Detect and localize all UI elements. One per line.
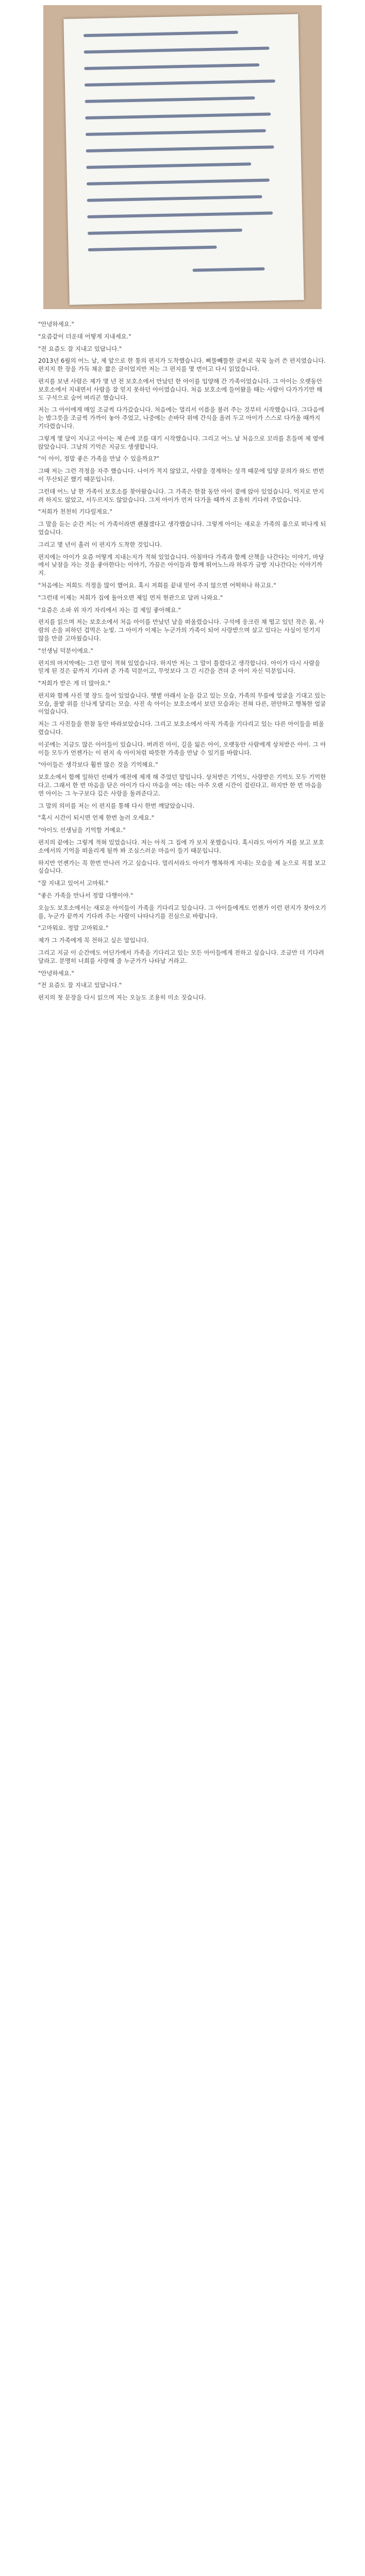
article-paragraph: 편지의 끝에는 그렇게 적혀 있었습니다. 저는 아직 그 집에 가 보지 못했습니다. 혹시라도 아이가 저를 보고 보호소에서의 기억을 떠올리게 될까 봐 조심스러운 마음이 들기 때문입니다. — [38, 839, 324, 854]
article-paragraph: "아이도 선생님을 기억할 거예요." — [38, 826, 126, 834]
letter-paper — [63, 14, 304, 304]
article-paragraph: 그리고 몇 년이 흘러 이 편지가 도착한 것입니다. — [38, 540, 162, 548]
handwriting-line — [87, 195, 262, 202]
article-paragraph: "이 아이, 정말 좋은 가족을 만날 수 있을까요?" — [38, 455, 159, 463]
article-paragraph: 오늘도 보호소에서는 새로운 아이들이 가족을 기다리고 있습니다. 그 아이들에게도 언젠가 이런 편지가 찾아오기를, 누군가 끝까지 기다려 주는 사람이 나타나기를 진심으로 바랍니다. — [38, 904, 326, 920]
article-paragraph: 저는 그 아이에게 매일 조금씩 다가갔습니다. 처음에는 멀리서 이름을 불러 주는 것부터 시작했습니다. 그다음에는 밥그릇을 조금씩 가까이 놓아 주었고, 나중에는 손바닥 위에 간식을 올려 두고 아이가 스스로 다가올 때까지 기다렸습니다. — [38, 406, 324, 430]
article-paragraph: 편지와 함께 사진 몇 장도 들어 있었습니다. 햇볕 아래서 눈을 감고 있는 모습, 가족의 무릎에 얼굴을 기대고 있는 모습, 풀밭 위를 신나게 달리는 모습. 사진 속 아이는 보호소에서 보던 모습과는 전혀 다른, 편안하고 행복한 얼굴이었습니다. — [38, 691, 326, 716]
handwriting-line — [84, 31, 238, 37]
article-body — [38, 320, 327, 2576]
article-paragraph: 그리고 지금 이 순간에도 어딘가에서 가족을 기다리고 있는 모든 아이들에게 전하고 싶습니다. 조금만 더 기다려 달라고. 분명히 너희를 사랑해 줄 누군가가 나타날 거라고. — [38, 949, 324, 964]
article-paragraph: 편지에는 아이가 요즘 어떻게 지내는지가 적혀 있었습니다. 아침마다 가족과 함께 산책을 나간다는 이야기, 마당에서 낮잠을 자는 것을 좋아한다는 이야기, 가끔은 아이들과 함께 뛰어노느라 하루가 금방 지나간다는 이야기까지. — [38, 553, 324, 577]
article-paragraph: "저희가 받은 게 더 많아요." — [38, 680, 110, 687]
handwriting-line — [88, 229, 242, 235]
article-paragraph: 그 말을 듣는 순간 저는 이 가족이라면 괜찮겠다고 생각했습니다. 그렇게 아이는 새로운 가족의 품으로 떠나게 되었습니다. — [38, 520, 326, 536]
article-paragraph: 그런데 어느 날 한 가족이 보호소를 찾아왔습니다. 그 가족은 한참 동안 아이 곁에 앉아 있었습니다. 억지로 만지려 하지도 않았고, 서두르지도 않았습니다. 그저 아이가 먼저 다가올 때까지 조용히 기다려 주었습니다. — [38, 487, 324, 503]
handwriting-signature — [192, 267, 264, 272]
handwriting-line — [88, 246, 217, 251]
article-paragraph: "전 요즘도 잘 지내고 있답니다." — [38, 981, 122, 989]
article-paragraph: 2013년 6월의 어느 날, 제 앞으로 한 통의 편지가 도착했습니다. 삐뚤빼뚤한 글씨로 꾹꾹 눌러 쓴 편지였습니다. 편지지 한 장을 가득 채운 짧은 글이었지만 저는 그 편지를 몇 번이고 다시 읽었습니다. — [38, 357, 326, 373]
article-paragraph: "좋은 가족을 만나서 정말 다행이야." — [38, 892, 134, 900]
article-paragraph: "저희가 천천히 기다릴게요." — [38, 508, 112, 516]
handwriting-line — [84, 63, 259, 70]
handwriting-line — [87, 211, 273, 218]
handwriting-line — [86, 145, 274, 152]
article-paragraph: "요즘은 소파 위 자기 자리에서 자는 걸 제일 좋아해요." — [38, 606, 181, 614]
article-paragraph: 편지를 보낸 사람은 제가 몇 년 전 보호소에서 만났던 한 아이를 입양해 간 가족이었습니다. 그 아이는 오랫동안 보호소에서 지내면서 사람을 잘 믿지 못하던 아이였습니다. 처음 보호소에 들어왔을 때는 사람이 다가가기만 해도 구석으로 숨어 버리곤 했습니다. — [38, 377, 323, 401]
article-paragraph: 이곳에는 지금도 많은 아이들이 있습니다. 버려진 아이, 길을 잃은 아이, 오랫동안 사람에게 상처받은 아이. 그 아이들 모두가 언젠가는 이 편지 속 아이처럼 따뜻한 가족을 만날 수 있기를 바랍니다. — [38, 740, 326, 756]
article-paragraph: 그렇게 몇 달이 지나고 아이는 제 손에 코를 대기 시작했습니다. 그리고 어느 날 처음으로 꼬리를 흔들며 제 옆에 앉았습니다. 그날의 기억은 지금도 생생합니다. — [38, 434, 324, 450]
article-paragraph: "안녕하세요." — [38, 969, 74, 977]
article-paragraph: "그런데 이제는 저희가 집에 돌아오면 제일 먼저 현관으로 달려 나와요." — [38, 594, 223, 601]
article-paragraph: 편지를 읽으며 저는 보호소에서 처음 아이를 만났던 날을 떠올렸습니다. 구석에 웅크린 채 떨고 있던 작은 몸, 사람의 손을 피하던 겁먹은 눈빛. 그 아이가 이제는 누군가의 가족이 되어 사랑받으며 살고 있다는 사실이 믿기지 않을 만큼 고마웠습니다. — [38, 618, 324, 642]
handwriting-line — [86, 162, 251, 169]
article-paragraph: "처음에는 저희도 걱정을 많이 했어요. 혹시 저희를 끝내 믿어 주지 않으면 어떡하나 하고요." — [38, 581, 276, 589]
handwriting-line — [87, 179, 270, 185]
article-paragraph: "혹시 시간이 되시면 언제 한번 놀러 오세요." — [38, 814, 155, 822]
handwriting-line — [84, 46, 270, 54]
handwriting-line — [85, 112, 271, 120]
article-paragraph: 편지의 마지막에는 그런 말이 적혀 있었습니다. 하지만 저는 그 말이 틀렸다고 생각합니다. 아이가 다시 사람을 믿게 된 것은 끝까지 기다려 준 가족 덕분이고, 무엇보다 그 긴 시간을 견뎌 준 아이 자신 덕분입니다. — [38, 659, 321, 675]
article-paragraph: "아이들은 생각보다 훨씬 많은 것을 기억해요." — [38, 761, 158, 769]
article-paragraph: 보호소에서 함께 일하던 선배가 예전에 제게 해 주었던 말입니다. 상처받은 기억도, 사랑받은 기억도 모두 기억한다고. 그래서 한 번 마음을 닫은 아이가 다시 마음을 여는 데는 아주 오랜 시간이 걸린다고. 하지만 한 번 마음을 연 아이는 그 누구보다 깊은 사랑을 돌려준다고. — [38, 773, 326, 797]
article-paragraph: "전 요즘도 잘 지내고 있답니다." — [38, 345, 122, 352]
article-paragraph: 저는 그 사진들을 한참 동안 바라보았습니다. 그리고 보호소에서 아직 가족을 기다리고 있는 다른 아이들을 떠올렸습니다. — [38, 720, 324, 736]
handwriting-line — [85, 96, 255, 103]
handwriting-line — [86, 129, 266, 136]
article-paragraph: "잘 지내고 있어서 고마워." — [38, 879, 109, 887]
handwritten-letter-photo — [43, 5, 322, 309]
article-paragraph: 하지만 언젠가는 꼭 한번 만나러 가고 싶습니다. 멀리서라도 아이가 행복하게 지내는 모습을 제 눈으로 직접 보고 싶습니다. — [38, 859, 326, 875]
article-paragraph: 그 말의 의미를 저는 이 편지를 통해 다시 한번 깨달았습니다. — [38, 802, 195, 809]
handwriting-line — [85, 79, 275, 87]
article-paragraph: 편지의 첫 문장을 다시 읽으며 저는 오늘도 조용히 미소 짓습니다. — [38, 994, 206, 1002]
article-paragraph: "선생님 덕분이에요." — [38, 647, 93, 654]
article-paragraph: "요즘같이 더운데 어떻게 지내세요." — [38, 332, 131, 340]
article-paragraph: "고마워요. 정말 고마워요." — [38, 924, 109, 932]
article-paragraph: "안녕하세요." — [38, 320, 74, 328]
article-paragraph: 그때 저는 그런 걱정을 자주 했습니다. 나이가 적지 않았고, 사람을 경계하는 성격 때문에 입양 문의가 와도 번번이 무산되곤 했기 때문입니다. — [38, 467, 324, 483]
article-paragraph: 제가 그 가족에게 꼭 전하고 싶은 말입니다. — [38, 937, 149, 944]
